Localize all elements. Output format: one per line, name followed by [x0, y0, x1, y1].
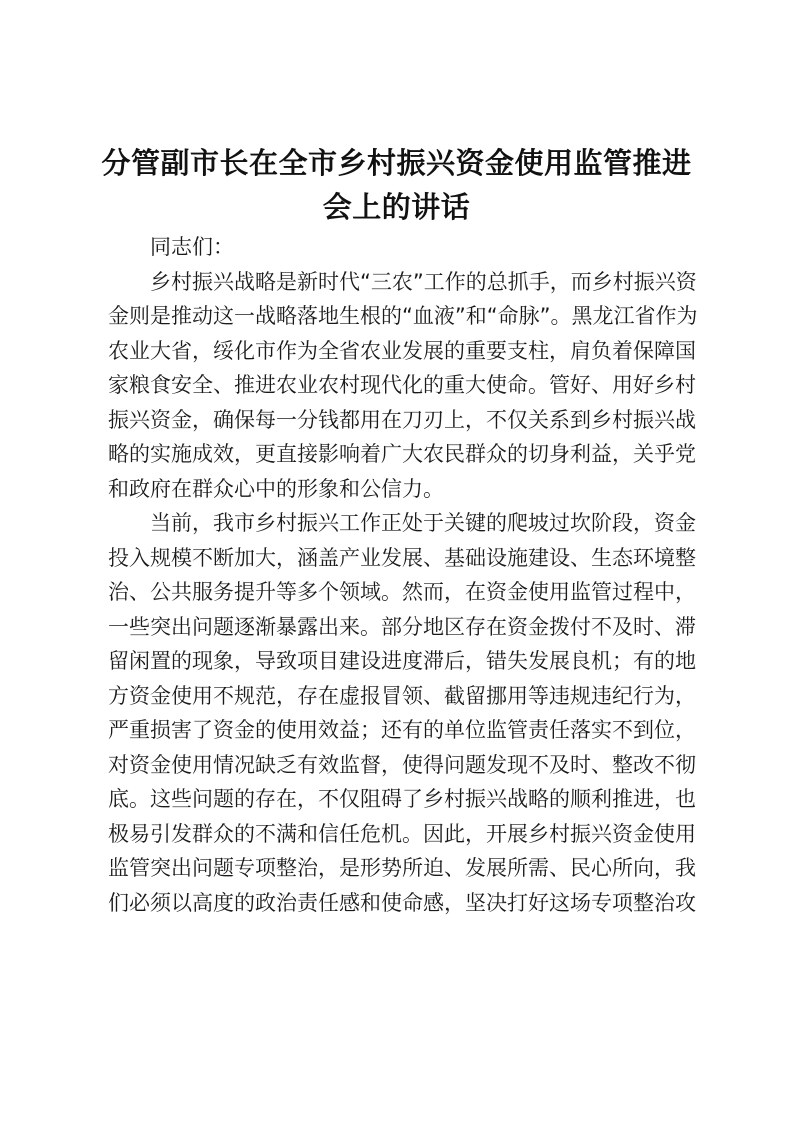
paragraph-line: 对资金使用情况缺乏有效监督，使得问题发现不及时、整改不彻	[108, 752, 696, 777]
paragraph-line: 一些突出问题逐渐暴露出来。部分地区存在资金拨付不及时、滞	[108, 614, 696, 639]
greeting: 同志们：	[150, 235, 234, 259]
paragraph-line: 农业大省，绥化市作为全省农业发展的重要支柱，肩负着保障国	[108, 338, 696, 363]
paragraph-line: 底。这些问题的存在，不仅阻碍了乡村振兴战略的顺利推进，也	[108, 787, 696, 811]
paragraph-line: 极易引发群众的不满和信任危机。因此，开展乡村振兴资金使用	[108, 821, 696, 846]
paragraph-line: 监管突出问题专项整治，是形势所迫、发展所需、民心所向，我	[108, 856, 696, 880]
paragraph-line: 乡村振兴战略是新时代“三农”工作的总抓手，而乡村振兴资	[150, 269, 697, 294]
paragraph-line: 们必须以高度的政治责任感和使命感，坚决打好这场专项整治攻	[108, 890, 696, 915]
paragraph-line: 治、公共服务提升等多个领域。然而，在资金使用监管过程中，	[108, 580, 696, 604]
paragraph-line: 振兴资金，确保每一分钱都用在刀刃上，不仅关系到乡村振兴战	[108, 407, 696, 432]
paragraph-line: 投入规模不断加大，涵盖产业发展、基础设施建设、生态环境整	[108, 545, 696, 570]
paragraph-line: 当前，我市乡村振兴工作正处于关键的爬坡过坎阶段，资金	[150, 511, 696, 535]
paragraph-line: 留闲置的现象，导致项目建设进度滞后，错失发展良机；有的地	[108, 649, 696, 673]
paragraph-line: 略的实施成效，更直接影响着广大农民群众的切身利益，关乎党	[108, 442, 696, 466]
paragraph-1	[108, 265, 698, 507]
paragraph-2	[108, 506, 696, 920]
document-title-line-2: 会上的讲话	[322, 190, 471, 224]
paragraph-line: 金则是推动这一战略落地生根的“血液”和“命脉”。黑龙江省作为	[108, 304, 698, 328]
paragraph-line: 严重损害了资金的使用效益；还有的单位监管责任落实不到位，	[108, 718, 696, 742]
document-body	[108, 230, 698, 920]
paragraph-line: 和政府在群众心中的形象和公信力。	[108, 476, 444, 501]
paragraph-line: 方资金使用不规范，存在虚报冒领、截留挪用等违规违纪行为，	[108, 683, 696, 708]
paragraph-line: 家粮食安全、推进农业农村现代化的重大使命。管好、用好乡村	[108, 373, 696, 397]
document-title-line-1: 分管副市长在全市乡村振兴资金使用监管推进	[101, 146, 692, 180]
